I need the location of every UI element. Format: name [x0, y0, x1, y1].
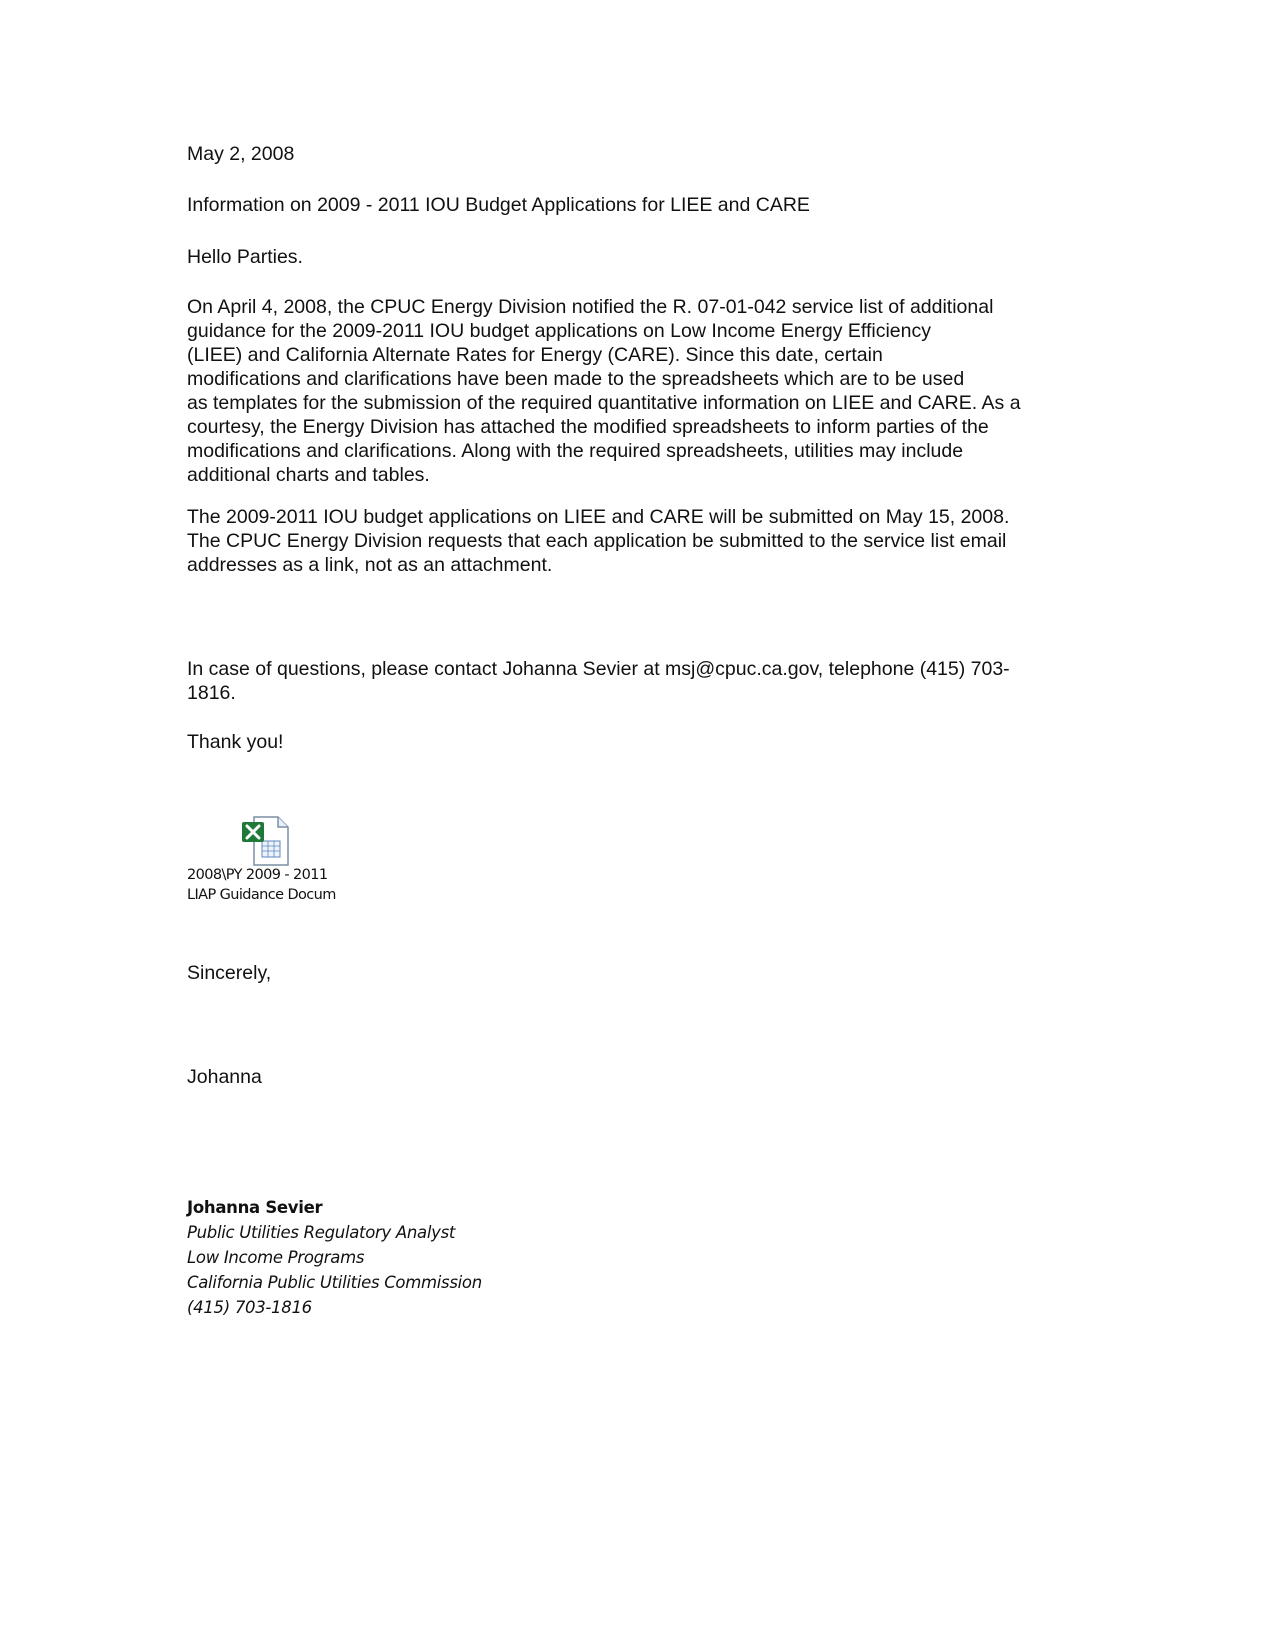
paragraph-line: The CPUC Energy Division requests that each application be submitted to the service list email: [187, 530, 1007, 552]
paragraph-line: courtesy, the Energy Division has attached the modified spreadsheets to inform parties of the: [187, 416, 989, 438]
letter-thanks: Thank you!: [187, 731, 284, 753]
paragraph-submission: [187, 505, 1009, 577]
attachment-label: [187, 865, 347, 905]
paragraph-line: guidance for the 2009-2011 IOU budget applications on Low Income Energy Efficiency: [187, 320, 931, 342]
paragraph-line: 1816.: [187, 682, 236, 704]
paragraph-line: additional charts and tables.: [187, 464, 430, 486]
paragraph-line: modifications and clarifications. Along with the required spreadsheets, utilities may include: [187, 440, 964, 462]
paragraph-line: as templates for the submission of the required quantitative information on LIEE and CARE. As a: [187, 392, 1021, 414]
signature-department: Low Income Programs: [187, 1248, 365, 1267]
signature-name: Johanna Sevier: [187, 1198, 323, 1217]
signature-organization: California Public Utilities Commission: [187, 1273, 482, 1292]
attachment-label-line: LIAP Guidance Docum: [187, 887, 336, 903]
signature-phone: (415) 703-1816: [187, 1298, 312, 1317]
paragraph-guidance: [187, 295, 1021, 487]
paragraph-line: (LIEE) and California Alternate Rates for Energy (CARE). Since this date, certain: [187, 344, 883, 366]
letter-closing: Sincerely,: [187, 962, 272, 984]
paragraph-line: addresses as a link, not as an attachment.: [187, 554, 553, 576]
signature-title: Public Utilities Regulatory Analyst: [187, 1223, 456, 1242]
letter-date: May 2, 2008: [187, 143, 295, 165]
letter-greeting: Hello Parties.: [187, 246, 303, 268]
paragraph-line: The 2009-2011 IOU budget applications on LIEE and CARE will be submitted on May 15, 2008.: [187, 506, 1010, 528]
paragraph-line: In case of questions, please contact Johanna Sevier at msj@cpuc.ca.gov, telephone (415) 703-: [187, 658, 1010, 680]
attachment-label-line: 2008\PY 2009 - 2011: [187, 867, 328, 883]
letter-subject: Information on 2009 - 2011 IOU Budget Applications for LIEE and CARE: [187, 194, 810, 216]
paragraph-line: On April 4, 2008, the CPUC Energy Division notified the R. 07-01-042 service list of additional: [187, 296, 994, 318]
paragraph-contact: [187, 657, 1010, 705]
excel-file-icon: [240, 815, 290, 867]
paragraph-line: modifications and clarifications have been made to the spreadsheets which are to be used: [187, 368, 965, 390]
signature-block: [187, 1195, 482, 1320]
letter-signoff: Johanna: [187, 1066, 262, 1088]
